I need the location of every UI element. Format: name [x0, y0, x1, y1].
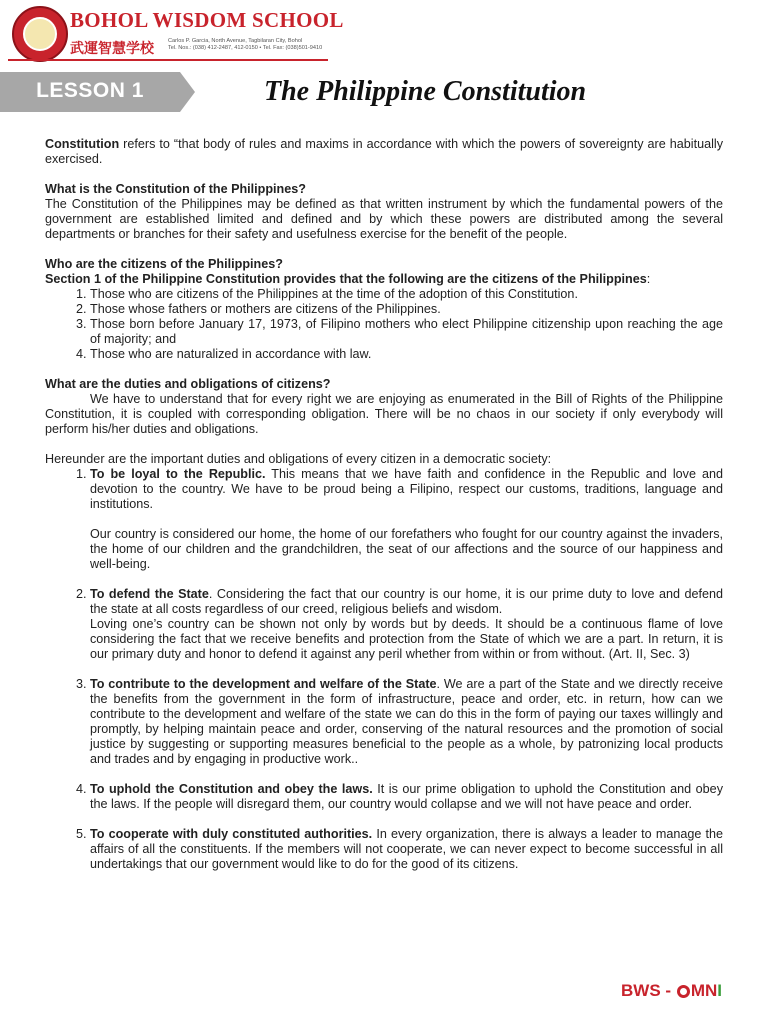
duty-title: To uphold the Constitution and obey the laws.	[90, 782, 373, 796]
duty-extra: Our country is considered our home, the home of our forefathers who fought for our country against the invaders, the home of our children and the grandchildren, the seat of our affections and the source of our happiness and well-being.	[90, 527, 723, 571]
duty-text: . We are a part of the State and we directly receive the benefits from the government in the form of infrastructure, peace and order, etc. in return, how can we contribute to the development and welfare of the state we can do this in the form of paying our taxes willingly and promptly, by helping maintain peace and order, conserving of the natural resources and the promotion of social justice by suggesting or supporting measures beneficial to the people as a whole, by patronizing local products and trades and by engaging in productive work..	[90, 677, 724, 766]
duty-item	[90, 677, 723, 782]
answer-3: We have to understand that for every right we are enjoying as enumerated in the Bill of Rights of the Philippine Constitution, it is coupled with corresponding obligation. There will be no chaos in our society if only everybody will perform his/her duties and obligations.	[45, 392, 723, 436]
section-1-intro: Section 1 of the Philippine Constitution provides that the following are the citizens of the Philippines:	[45, 272, 651, 286]
intro-text: refers to “that body of rules and maxims in accordance with which the powers of sovereignty are habitually exercised.	[45, 137, 723, 166]
list-item: 1. Those who are citizens of the Philippines at the time of the adoption of this Constitution.	[90, 287, 723, 302]
header-divider	[8, 59, 328, 61]
footer-brand-left: BWS -	[621, 981, 676, 1000]
duties-intro: Hereunder are the important duties and obligations of every citizen in a democratic society:	[45, 452, 552, 466]
answer-1: The Constitution of the Philippines may be defined as that written instrument by which the fundamental powers of the government are established limited and defined and by which these powers are distributed among the several departments or branches for their safety and usefulness exercise for the benefit of the people.	[45, 197, 723, 241]
school-header	[0, 0, 768, 70]
list-item: 2. Those whose fathers or mothers are citizens of the Philippines.	[90, 302, 723, 317]
question-1: What is the Constitution of the Philippines?	[45, 182, 306, 196]
duty-text: In every organization, there is always a leader to manage the affairs of all the constituents. If the members will not cooperate, we can never expect to become successful in all undertakings that our government would like to do for the good of its citizens.	[90, 827, 723, 871]
duty-extra: Loving one’s country can be shown not only by words but by deeds. It should be a continuous flame of love considering the fact that we receive benefits and protection from the State of which we are a part. In return, it is our primary duty and honor to defend it against any peril whether from within or from without. (Art. II, Sec. 3)	[90, 617, 723, 661]
intro-term: Constitution	[45, 137, 120, 151]
duty-title: To be loyal to the Republic.	[90, 467, 266, 481]
duty-text: This means that we have faith and confidence in the Republic and love and devotion to the country. We have to be proud being a Filipino, respect our customs, traditions, language and institutions.	[90, 467, 723, 511]
school-name-chinese: 武運智慧学校	[70, 40, 154, 56]
citizens-list	[45, 287, 723, 362]
footer-brand-i: I	[717, 981, 722, 1000]
duty-item	[90, 467, 723, 587]
page-title: The Philippine Constitution	[264, 76, 587, 107]
duty-title: To defend the State	[90, 587, 209, 601]
footer-brand	[621, 981, 722, 1001]
footer-brand-mn: MN	[690, 981, 718, 1000]
list-item: 4. Those who are naturalized in accordance with law.	[90, 347, 723, 362]
school-phones: Tel. Nos.: (038) 412-2487, 412-0150 • Tel. Fax: (038)501-9410	[168, 45, 323, 51]
question-2: Who are the citizens of the Philippines?	[45, 257, 283, 271]
duties-list	[45, 467, 723, 872]
school-contact	[168, 38, 322, 52]
lesson-body	[45, 137, 723, 872]
duty-item	[90, 827, 723, 872]
intro-paragraph	[45, 137, 723, 167]
school-name: BOHOL WISDOM SCHOOL	[70, 8, 344, 32]
duty-item	[90, 587, 723, 677]
question-3: What are the duties and obligations of citizens?	[45, 377, 331, 391]
duty-text: It is our prime obligation to uphold the Constitution and obey the laws. If the people will disregard them, our country would collapse and we will not have peace and order.	[90, 782, 723, 811]
omni-o-icon	[677, 985, 690, 998]
list-item: 3. Those born before January 17, 1973, of Filipino mothers who elect Philippine citizenship upon reaching the age of majority; and	[90, 317, 723, 347]
duty-text: . Considering the fact that our country is our home, it is our prime duty to love and defend the state at all costs regardless of our creed, religious beliefs and wisdom.	[90, 587, 723, 616]
lesson-label: LESSON 1	[36, 79, 144, 102]
duty-item	[90, 782, 723, 827]
duty-title: To cooperate with duly constituted authorities.	[90, 827, 373, 841]
school-address: Carlos P. Garcia, North Avenue, Tagbilaran City, Bohol	[168, 38, 303, 44]
school-seal-logo	[12, 6, 68, 62]
duty-title: To contribute to the development and welfare of the State	[90, 677, 437, 691]
